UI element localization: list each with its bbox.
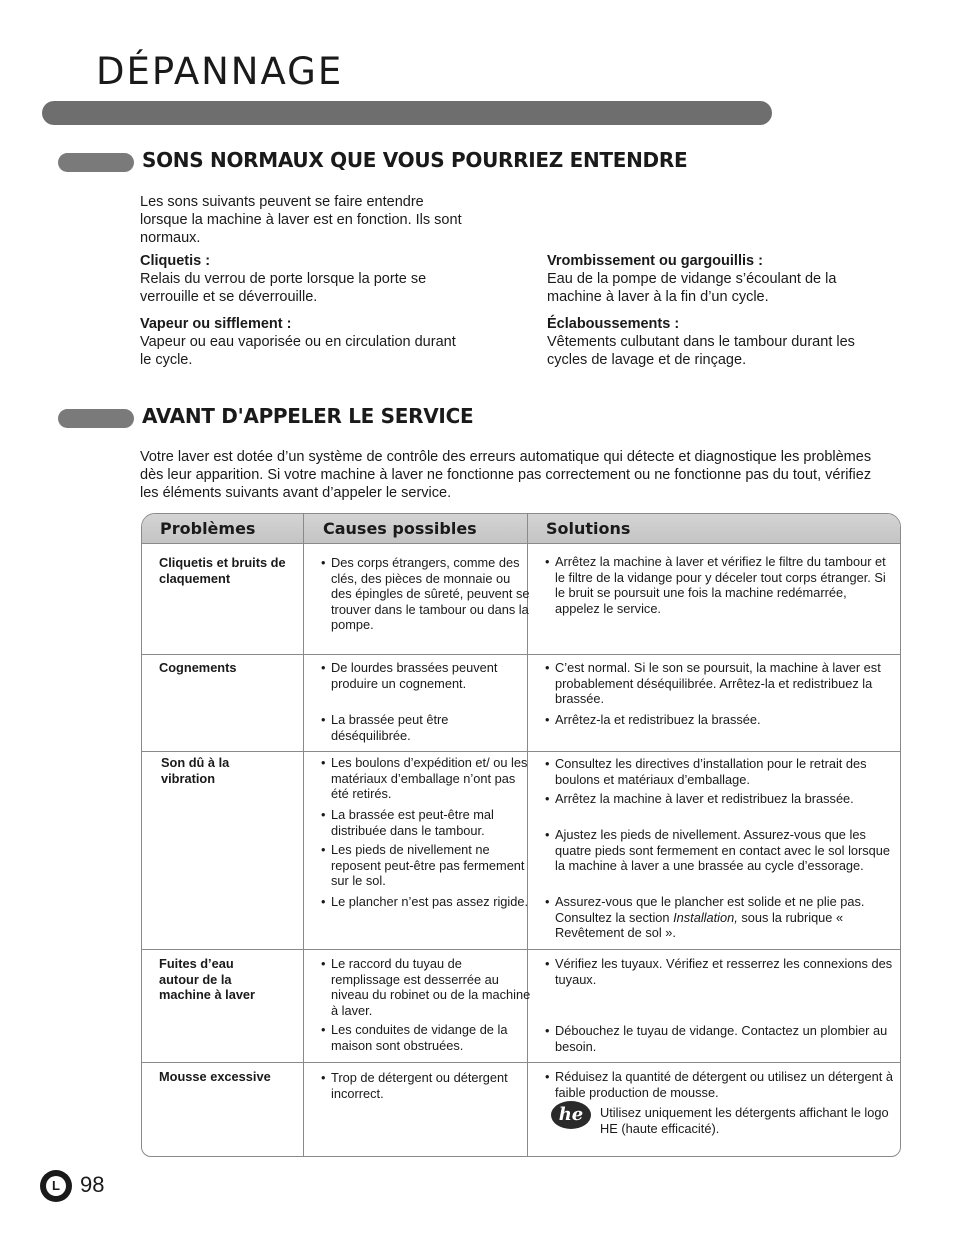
problem-cell: Son dû à la vibration <box>161 755 230 786</box>
solution-item: • Débouchez le tuyau de vidange. Contactez un plombier au besoin. <box>545 1023 895 1054</box>
cause-item: • Les conduites de vidange de la maison sont obstruées. <box>321 1022 531 1053</box>
sound-item <box>547 252 892 306</box>
installation-reference: Installation, <box>673 909 738 925</box>
section-title-before-service: AVANT D'APPELER LE SERVICE <box>142 404 474 428</box>
cause-item: • De lourdes brassées peuvent produire un cognement. <box>321 660 531 691</box>
row-divider <box>142 949 900 950</box>
lg-logo-icon: L <box>40 1170 72 1202</box>
page-number: 98 <box>80 1172 105 1197</box>
cause-item: • Les boulons d’expédition et/ ou les matériaux d’emballage n’ont pas été retirés. <box>321 755 531 802</box>
cause-item: • Trop de détergent ou détergent incorrect. <box>321 1070 531 1101</box>
section2-intro: Votre laver est dotée d’un système de contrôle des erreurs automatique qui détecte et diagnostique les problèmes dès leur apparition. Si votre machine à laver ne fonctionne pas correctement ou ne fonctionne pas du tout, vérifiez les éléments suivants avant d’appeler le service. <box>140 449 872 501</box>
cause-item: • Des corps étrangers, comme des clés, des pièces de monnaie ou des épingles de sûreté, peuvent se trouver dans le tambour ou dans la pompe. <box>321 555 531 633</box>
row-divider <box>142 654 900 655</box>
section-marker <box>58 153 134 172</box>
problem-cell: Cliquetis et bruits de claquement <box>159 555 286 586</box>
sound-label: Vapeur ou sifflement : <box>140 316 292 332</box>
solution-item: • Réduisez la quantité de détergent ou utilisez un détergent à faible production de mousse. <box>545 1069 895 1100</box>
solution-item: • C’est normal. Si le son se poursuit, la machine à laver est probablement déséquilibrée. Arrêtez-la et redistribuez la brassée. <box>545 660 895 707</box>
solution-item: • Consultez les directives d’installation pour le retrait des boulons et matériaux d’emballage. <box>545 756 895 787</box>
header-bar <box>42 101 772 125</box>
solution-item: • Vérifiez les tuyaux. Vérifiez et resserrez les connexions des tuyaux. <box>545 956 895 987</box>
section1-intro: Les sons suivants peuvent se faire entendre lorsque la machine à laver est en fonction. Ils sont normaux. <box>140 194 462 246</box>
cause-item: • Les pieds de nivellement ne reposent peut-être pas fermement sur le sol. <box>321 842 531 889</box>
sound-text: Vêtements culbutant dans le tambour durant les cycles de lavage et de rinçage. <box>547 334 855 368</box>
header-problems: Problèmes <box>160 519 256 538</box>
cause-item: • Le plancher n’est pas assez rigide. <box>321 894 531 910</box>
problem-cell: Mousse excessive <box>159 1069 271 1084</box>
solution-item: • Ajustez les pieds de nivellement. Assurez-vous que les quatre pieds sont fermement en contact avec le sol lorsque la machine à laver a une brassée au cycle d’essorage. <box>545 827 895 874</box>
row-divider <box>142 751 900 752</box>
troubleshooting-table <box>141 513 901 1157</box>
header-causes: Causes possibles <box>323 519 477 538</box>
solution-item <box>545 894 895 941</box>
section-title-normal-sounds: SONS NORMAUX QUE VOUS POURRIEZ ENTENDRE <box>142 148 688 172</box>
header-solutions: Solutions <box>546 519 631 538</box>
cause-item: • La brassée est peut-être mal distribuée dans le tambour. <box>321 807 531 838</box>
sound-text: Relais du verrou de porte lorsque la porte se verrouille et se déverrouille. <box>140 271 427 305</box>
solution-item: • Arrêtez la machine à laver et redistribuez la brassée. <box>545 791 900 807</box>
sound-text: Eau de la pompe de vidange s’écoulant de la machine à laver à la fin d’un cycle. <box>547 271 837 305</box>
sound-text: Vapeur ou eau vaporisée ou en circulation durant le cycle. <box>140 334 456 368</box>
sound-item <box>547 315 892 369</box>
problem-cell: Cognements <box>159 660 237 675</box>
he-logo-icon: he <box>551 1101 591 1129</box>
sound-item <box>140 252 470 306</box>
section-marker <box>58 409 134 428</box>
sound-label: Cliquetis : <box>140 253 211 269</box>
table-header <box>142 514 900 544</box>
he-note: Utilisez uniquement les détergents affichant le logo HE (haute efficacité). <box>600 1105 889 1136</box>
solution-item: • Arrêtez la machine à laver et vérifiez le filtre du tambour et le filtre de la vidange pour y déceler tout corps étranger. Si le bruit se poursuit une fois la machine redémarrée, appelez le service. <box>545 554 895 616</box>
cause-item: • La brassée peut être déséquilibrée. <box>321 712 531 743</box>
column-divider <box>303 514 304 1156</box>
cause-item: • Le raccord du tuyau de remplissage est desserrée au niveau du robinet ou de la machine à laver. <box>321 956 531 1018</box>
sound-item <box>140 315 470 369</box>
row-divider <box>142 1062 900 1063</box>
sound-label: Éclaboussements : <box>547 316 680 332</box>
solution-text: sous la rubrique « Revêtement de sol ». <box>555 909 844 941</box>
sound-label: Vrombissement ou gargouillis : <box>547 253 763 269</box>
page-title: DÉPANNAGE <box>96 50 344 93</box>
problem-cell: Fuites d’eau autour de la machine à laver <box>159 956 256 1003</box>
solution-text: Assurez-vous que le plancher est solide et ne plie pas. Consultez la section <box>555 894 865 925</box>
solution-item: • Arrêtez-la et redistribuez la brassée. <box>545 712 895 728</box>
